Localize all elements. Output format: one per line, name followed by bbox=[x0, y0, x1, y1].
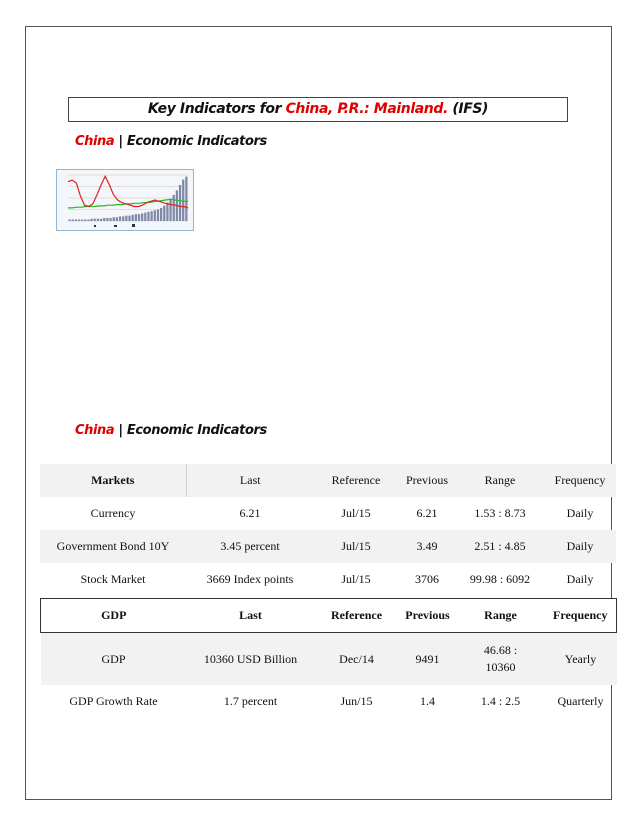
bar bbox=[138, 214, 140, 221]
bar bbox=[141, 213, 143, 221]
table-cell: 99.98 : 6092 bbox=[469, 572, 531, 586]
bar bbox=[72, 219, 74, 221]
bar bbox=[160, 208, 162, 221]
section-country: China bbox=[75, 134, 115, 149]
bar bbox=[166, 203, 168, 221]
table-row bbox=[40, 497, 616, 530]
legend-marker bbox=[94, 225, 96, 227]
header-cell: Frequency bbox=[544, 464, 616, 497]
header-cell: Reference bbox=[315, 599, 399, 633]
thumbnail-chart bbox=[56, 169, 194, 231]
table-cell: Jun/15 bbox=[340, 694, 373, 708]
section-country: China bbox=[75, 423, 115, 438]
table-cell: Daily bbox=[566, 506, 594, 520]
bar bbox=[68, 219, 70, 221]
bar bbox=[185, 177, 187, 221]
header-cell: Previous bbox=[399, 599, 457, 633]
table-cell: 3669 Index points bbox=[206, 572, 294, 586]
table-cell: Jul/15 bbox=[341, 572, 371, 586]
table-row bbox=[40, 530, 616, 563]
bar bbox=[87, 219, 89, 221]
page-title bbox=[68, 97, 568, 122]
bar bbox=[103, 218, 105, 221]
section-separator: | bbox=[114, 134, 127, 149]
bar bbox=[169, 199, 171, 221]
bar bbox=[97, 219, 99, 221]
section-label: Economic Indicators bbox=[126, 423, 267, 438]
bar bbox=[109, 218, 111, 221]
table-header-row bbox=[41, 599, 617, 633]
section-heading-2 bbox=[75, 423, 267, 438]
table-cell: Daily bbox=[544, 530, 616, 563]
bar bbox=[151, 211, 153, 221]
table-cell: 1.7 percent bbox=[223, 694, 278, 708]
bar bbox=[113, 217, 115, 221]
bar bbox=[125, 216, 127, 221]
table-cell: 3706 bbox=[415, 572, 439, 586]
bar bbox=[163, 206, 165, 221]
bar bbox=[147, 212, 149, 221]
bar bbox=[135, 214, 137, 221]
header-cell: Last bbox=[186, 464, 314, 497]
bar bbox=[173, 195, 175, 221]
table-cell: 1.4 bbox=[420, 694, 435, 708]
table-cell: Daily bbox=[566, 572, 594, 586]
bar bbox=[154, 210, 156, 221]
header-cell: Frequency bbox=[545, 599, 617, 633]
table-cell: Yearly bbox=[545, 633, 617, 686]
table-cell: 1.53 : 8.73 bbox=[474, 506, 526, 520]
bar bbox=[144, 213, 146, 221]
bar bbox=[116, 217, 118, 221]
table-cell: Currency bbox=[90, 506, 136, 520]
table-cell: 10360 USD Billion bbox=[187, 633, 315, 686]
table-cell: 2.51 : 4.85 bbox=[456, 530, 544, 563]
header-cell: Range bbox=[456, 464, 544, 497]
table-cell: Government Bond 10Y bbox=[40, 530, 186, 563]
table-cell: Jul/15 bbox=[314, 530, 398, 563]
table-cell: GDP bbox=[41, 633, 187, 686]
table-cell: GDP Growth Rate bbox=[69, 694, 158, 708]
table-cell: 1.4 : 2.5 bbox=[480, 694, 521, 708]
table-header-row bbox=[40, 464, 616, 497]
table-cell: 6.21 bbox=[416, 506, 438, 520]
bar bbox=[179, 185, 181, 221]
bar bbox=[75, 219, 77, 221]
header-cell: Last bbox=[187, 599, 315, 633]
bar bbox=[100, 219, 102, 221]
bar bbox=[84, 219, 86, 221]
table-cell: 3.49 bbox=[398, 530, 456, 563]
bar bbox=[157, 210, 159, 222]
header-cell: Markets bbox=[40, 464, 186, 497]
bar bbox=[78, 219, 80, 221]
bar bbox=[91, 219, 93, 221]
header-cell: Reference bbox=[314, 464, 398, 497]
table-cell: 6.21 bbox=[239, 506, 261, 520]
table-cell: Quarterly bbox=[557, 694, 604, 708]
gdp-table bbox=[40, 598, 617, 718]
section-label: Economic Indicators bbox=[126, 134, 267, 149]
table-cell: 46.68 : 10360 bbox=[457, 633, 545, 686]
markets-table bbox=[40, 464, 616, 596]
table-row bbox=[41, 633, 617, 686]
table-row bbox=[40, 563, 616, 596]
bar bbox=[119, 216, 121, 221]
bar bbox=[122, 216, 124, 221]
table-cell: Dec/14 bbox=[315, 633, 399, 686]
bar bbox=[128, 216, 130, 221]
table-row bbox=[41, 685, 617, 718]
legend-marker bbox=[114, 225, 117, 227]
section-separator: | bbox=[114, 423, 127, 438]
bar bbox=[106, 218, 108, 221]
title-country: China, P.R.: Mainland. bbox=[285, 101, 448, 117]
header-cell: Previous bbox=[398, 464, 456, 497]
table-cell: Jul/15 bbox=[341, 506, 371, 520]
table-cell: 3.45 percent bbox=[186, 530, 314, 563]
bar bbox=[132, 215, 134, 221]
section-heading-1 bbox=[75, 134, 267, 149]
title-prefix: Key Indicators for bbox=[147, 101, 286, 117]
bar bbox=[182, 180, 184, 221]
bar bbox=[94, 219, 96, 221]
table-cell: 9491 bbox=[399, 633, 457, 686]
title-suffix: (IFS) bbox=[447, 101, 489, 117]
bar bbox=[81, 219, 83, 221]
header-cell: GDP bbox=[41, 599, 187, 633]
header-cell: Range bbox=[457, 599, 545, 633]
legend-marker bbox=[132, 224, 135, 227]
table-cell: Stock Market bbox=[80, 572, 146, 586]
